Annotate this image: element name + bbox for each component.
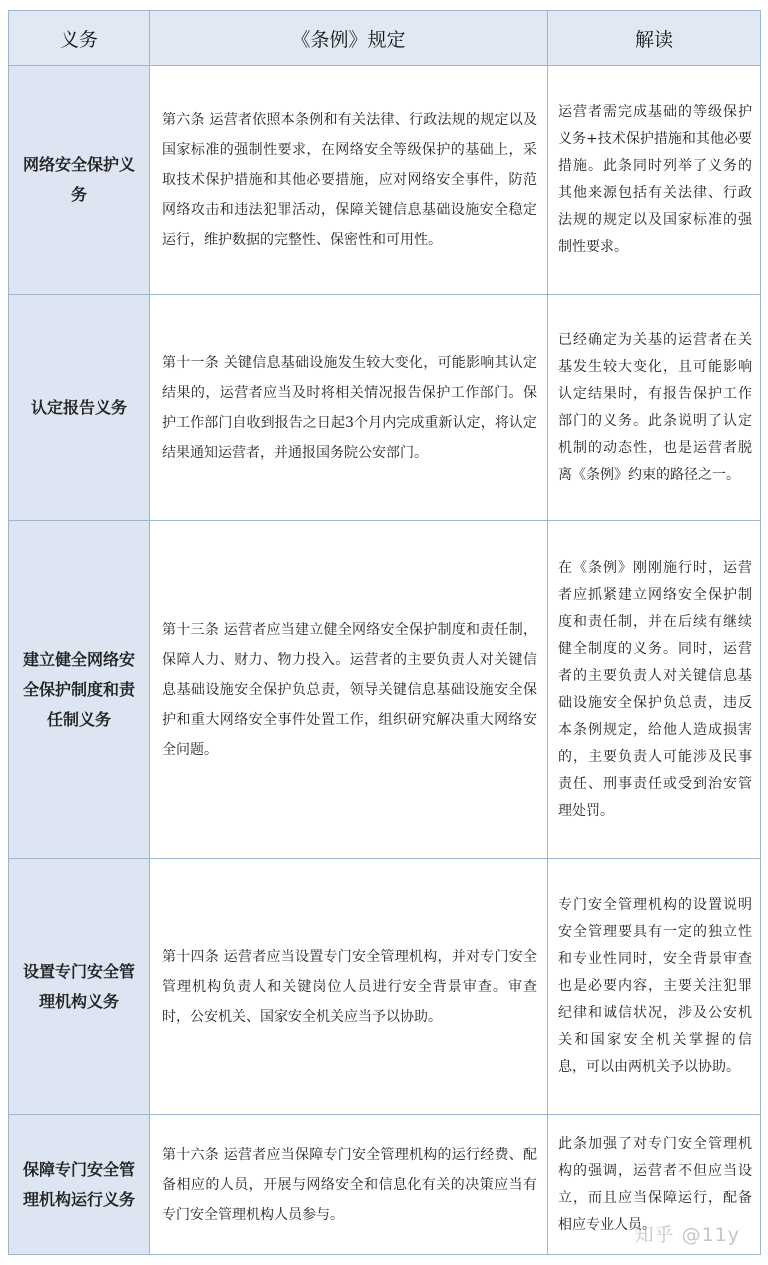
interpretation-cell: 在《条例》刚刚施行时，运营者应抓紧建立网络安全保护制度和责任制，并在后续有继续健全制度的义务。同时，运营者的主要负责人对关键信息基础设施安全保护负总责，违反本条例规定，给他人造成损害的，主要负责人可能涉及民事责任、刑事责任或受到治安管理处罚。	[548, 521, 761, 859]
regulation-cell: 第十四条 运营者应当设置专门安全管理机构，并对专门安全管理机构负责人和关键岗位人员进行安全背景审查。审查时，公安机关、国家安全机关应当予以协助。	[150, 859, 548, 1115]
interpretation-cell: 已经确定为关基的运营者在关基发生较大变化，且可能影响认定结果时，有报告保护工作部门的义务。此条说明了认定机制的动态性，也是运营者脱离《条例》约束的路径之一。	[548, 295, 761, 521]
table-row	[9, 66, 761, 295]
table-row	[9, 521, 761, 859]
watermark: 知乎 @11y	[634, 1224, 740, 1246]
obligation-cell: 设置专门安全管理机构义务	[9, 859, 150, 1115]
interpretation-cell: 运营者需完成基础的等级保护义务+技术保护措施和其他必要措施。此条同时列举了义务的其他来源包括有关法律、行政法规的规定以及国家标准的强制性要求。	[548, 66, 761, 295]
regulation-cell: 第十六条 运营者应当保障专门安全管理机构的运行经费、配备相应的人员，开展与网络安全和信息化有关的决策应当有专门安全管理机构人员参与。	[150, 1115, 548, 1255]
obligation-cell: 认定报告义务	[9, 295, 150, 521]
obligation-cell: 建立健全网络安全保护制度和责任制义务	[9, 521, 150, 859]
header-regulation: 《条例》规定	[150, 11, 548, 66]
interpretation-cell: 此条加强了对专门安全管理机构的强调，运营者不但应当设立，而且应当保障运行，配备相应专业人员。	[548, 1115, 761, 1255]
table-row	[9, 295, 761, 521]
table-row	[9, 859, 761, 1115]
regulation-cell: 第十一条 关键信息基础设施发生较大变化，可能影响其认定结果的，运营者应当及时将相关情况报告保护工作部门。保护工作部门自收到报告之日起3个月内完成重新认定，将认定结果通知运营者，并通报国务院公安部门。	[150, 295, 548, 521]
header-interpretation: 解读	[548, 11, 761, 66]
table-header-row	[9, 11, 761, 66]
obligation-cell: 网络安全保护义务	[9, 66, 150, 295]
header-obligation: 义务	[9, 11, 150, 66]
obligation-cell: 保障专门安全管理机构运行义务	[9, 1115, 150, 1255]
regulation-cell: 第十三条 运营者应当建立健全网络安全保护制度和责任制，保障人力、财力、物力投入。运营者的主要负责人对关键信息基础设施安全保护负总责，领导关键信息基础设施安全保护和重大网络安全事件处置工作，组织研究解决重大网络安全问题。	[150, 521, 548, 859]
obligations-table	[8, 10, 761, 1255]
regulation-cell: 第六条 运营者依照本条例和有关法律、行政法规的规定以及国家标准的强制性要求，在网络安全等级保护的基础上，采取技术保护措施和其他必要措施，应对网络安全事件，防范网络攻击和违法犯罪活动，保障关键信息基础设施安全稳定运行，维护数据的完整性、保密性和可用性。	[150, 66, 548, 295]
interpretation-cell: 专门安全管理机构的设置说明安全管理要具有一定的独立性和专业性同时，安全背景审查也是必要内容，主要关注犯罪纪律和诚信状况，涉及公安机关和国家安全机关掌握的信息，可以由两机关予以协助。	[548, 859, 761, 1115]
